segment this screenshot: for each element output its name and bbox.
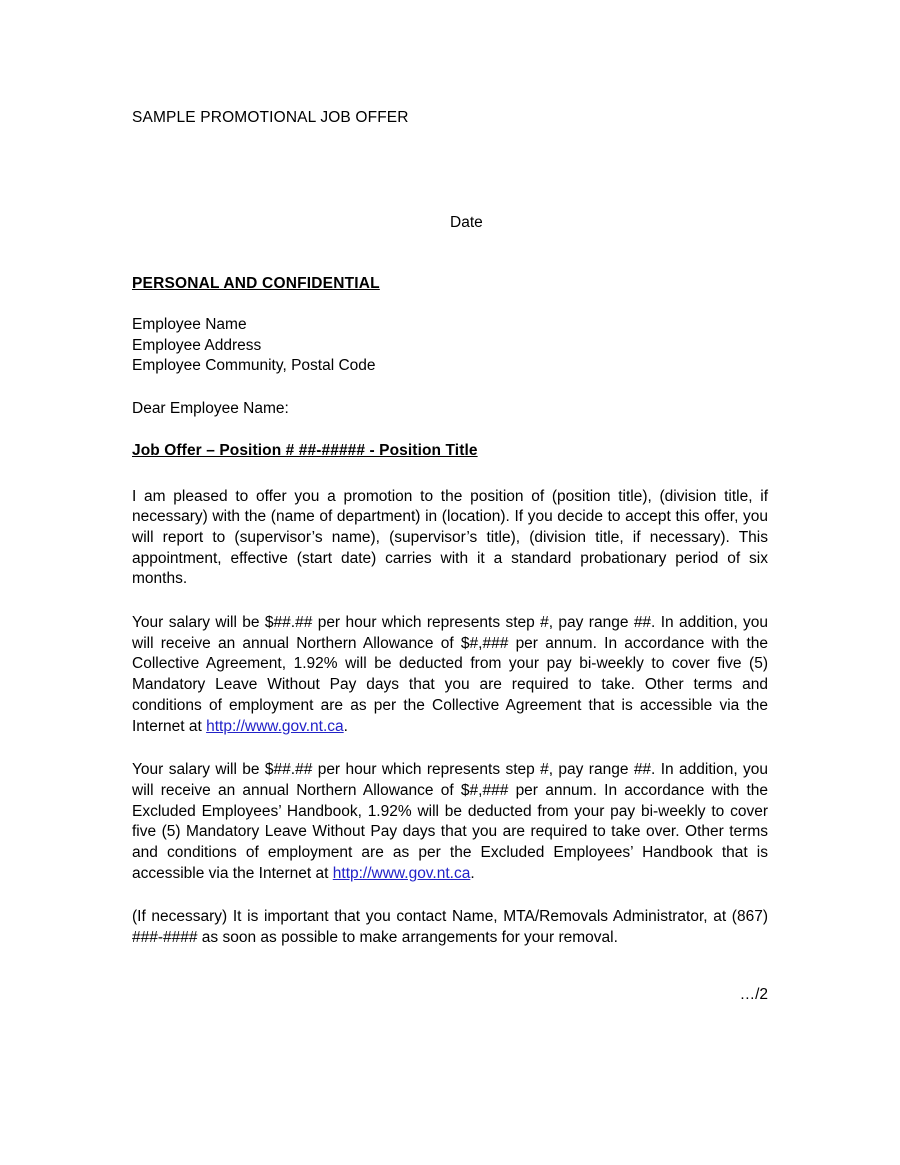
- date-line: Date: [450, 214, 483, 231]
- paragraph-salary-excluded-period: .: [470, 864, 475, 882]
- recipient-name: Employee Name: [132, 316, 247, 333]
- recipient-community-postal: Employee Community, Postal Code: [132, 357, 376, 374]
- salutation: Dear Employee Name:: [132, 399, 289, 417]
- paragraph-salary-collective: [132, 590, 768, 737]
- paragraph-salary-excluded: [132, 737, 768, 884]
- gov-nt-ca-link[interactable]: http://www.gov.nt.ca: [206, 717, 344, 735]
- page-continuation-marker: …/2: [739, 985, 768, 1003]
- page-title: SAMPLE PROMOTIONAL JOB OFFER: [132, 109, 409, 126]
- gov-nt-ca-link-second[interactable]: http://www.gov.nt.ca: [332, 864, 471, 882]
- recipient-address-block: [132, 294, 768, 377]
- document-content: [132, 0, 768, 1005]
- confidential-heading: PERSONAL AND CONFIDENTIAL: [132, 275, 380, 292]
- recipient-address: Employee Address: [132, 336, 262, 354]
- paragraph-salary-collective-text: Your salary will be $##.## per hour which represents step #, pay range ##. In addition, you will receive an annual Northern Allowance of $#,### per annum. In accordance with the Collective Agreement, 1.92% will be deducted from your pay bi-weekly to cover five (5) Mandatory Leave Without Pay days that you are required to take. Other terms and conditions of employment are as per the Collective Agreement that is accessible via the Internet at: [132, 614, 768, 735]
- paragraph-salary-excluded-text: Your salary will be $##.## per hour which represents step #, pay range ##. In addition, you will receive an annual Northern Allowance of $#,### per annum. In accordance with the Excluded Employees’ Handbook, 1.92% will be deducted from your pay bi-weekly to cover five (5) Mandatory Leave Without Pay days that you are required to take over. Other terms and conditions of employment are as per the Excluded Employees’ Handbook that is accessible via the Internet at: [132, 761, 768, 882]
- paragraph-salary-collective-period: .: [343, 717, 348, 735]
- paragraph-removals: (If necessary) It is important that you contact Name, MTA/Removals Administrator, at (867) ###-#### as soon as possible to make arrangements for your removal.: [132, 908, 768, 947]
- subject-line: Job Offer – Position # ##-##### - Position Title: [132, 441, 478, 459]
- paragraph-offer: I am pleased to offer you a promotion to the position of (position title), (division title, if necessary) with the (name of department) in (location). If you decide to accept this offer, you will report to (supervisor’s name), (supervisor’s title), (division title, if necessary). This appointment, effective (start date) carries with it a standard probationary period of six months.: [132, 487, 768, 588]
